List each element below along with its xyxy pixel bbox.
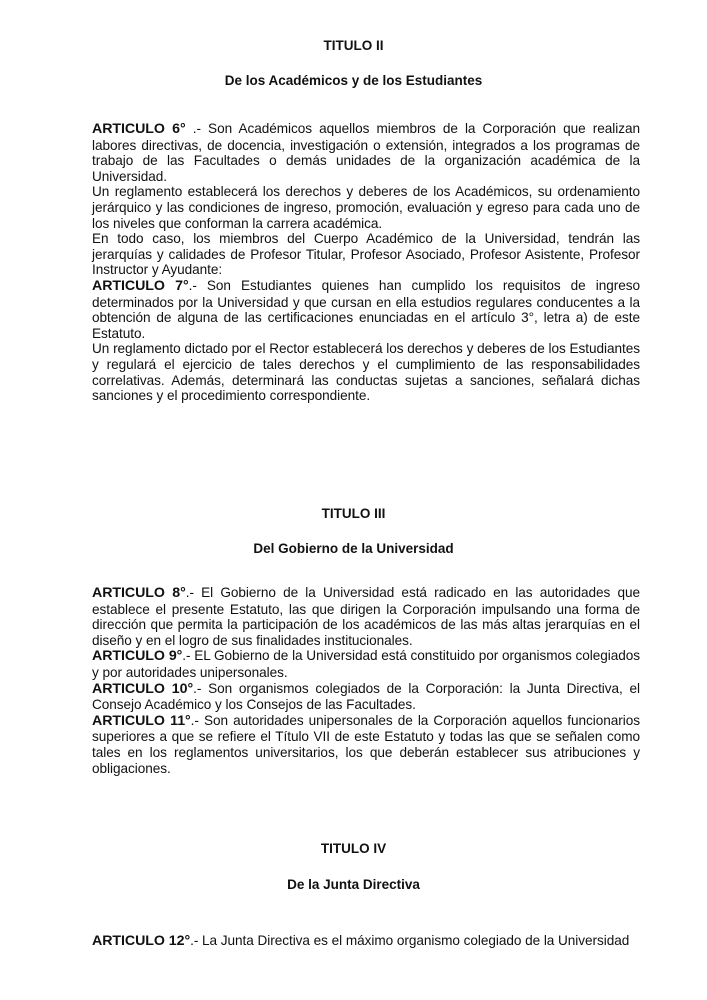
articulo-6-paragraph-2: Un reglamento establecerá los derechos y deberes de los Académicos, su ordenamiento jerárquico y las condiciones de ingreso, promoción, evaluación y egreso para cada uno de los niveles que conforman la carrera académica.: [92, 184, 640, 231]
articulo-6-label: ARTICULO 6°: [92, 121, 186, 137]
titulo-ii-subtitle: De los Académicos y de los Estudiantes: [224, 73, 483, 88]
titulo-iii-heading: TITULO III: [321, 506, 386, 521]
articulo-7-paragraph-2: Un reglamento dictado por el Rector establecerá los derechos y deberes de los Estudiantes y regulará el ejercicio de tales derechos y el cumplimiento de las responsabilidades correlativas. Además, determinará las conductas sujetas a sanciones, señalará dichas sanciones y el procedimiento correspondiente.: [92, 341, 640, 404]
titulo-iv-body: [92, 933, 640, 950]
articulo-7-text: .- Son Estudiantes quienes han cumplido los requisitos de ingreso determinados por la Universidad y que cursan en ella estudios regulares conducentes a la obtención de alguna de las certificaciones enunciadas en el artículo 3°, letra a) de este Estatuto.: [92, 277, 641, 341]
articulo-8-text: .- El Gobierno de la Universidad está radicado en las autoridades que establece el presente Estatuto, las que dirigen la Corporación impulsando una forma de dirección que permita la participación de los académicos de las más altas jerarquías en el diseño y en el logro de sus finalidades institucionales.: [92, 585, 640, 648]
articulo-8-label: ARTICULO 8°: [92, 585, 186, 601]
articulo-6-text: .- Son Académicos aquellos miembros de la Corporación que realizan labores directivas, de docencia, investigación o extensión, integrados a los programas de trabajo de las Facultades o demás unidades de la organización académica de la Universidad.: [92, 121, 641, 184]
titulo-ii-heading: TITULO II: [323, 38, 384, 53]
titulo-iv-subtitle: De la Junta Directiva: [287, 877, 420, 892]
articulo-10-label: ARTICULO 10°: [92, 680, 194, 697]
articulo-7-label: ARTICULO 7°: [92, 277, 189, 294]
articulo-12-label: ARTICULO 12°: [92, 933, 191, 949]
articulo-11-text: .- Son autoridades unipersonales de la Corporación aquellos funcionarios superiores a que se refiere el Título VII de este Estatuto y todas las que se señalen como tales en los reglamentos universitarios, los que deberán establecer sus atribuciones y obligaciones.: [92, 712, 640, 776]
articulo-6-paragraph-3: En todo caso, los miembros del Cuerpo Académico de la Universidad, tendrán las jerarquías y calidades de Profesor Titular, Profesor Asociado, Profesor Asistente, Profesor Instructor y Ayudante:: [92, 231, 640, 278]
titulo-iv-heading: TITULO IV: [320, 841, 387, 856]
articulo-11-label: ARTICULO 11°: [92, 712, 191, 729]
titulo-iii-body: [92, 585, 640, 776]
articulo-12-text: .- La Junta Directiva es el máximo organismo colegiado de la Universidad: [190, 933, 630, 948]
articulo-10-text: .- Son organismos colegiados de la Corporación: la Junta Directiva, el Consejo Académico y los Consejos de las Facultades.: [92, 680, 640, 713]
articulo-9-label: ARTICULO 9°: [92, 648, 183, 665]
articulo-9-text: .- EL Gobierno de la Universidad está constituido por organismos colegiados y por autoridades unipersonales.: [92, 648, 641, 680]
titulo-ii-body: [92, 121, 640, 404]
titulo-iii-subtitle: Del Gobierno de la Universidad: [253, 541, 454, 556]
